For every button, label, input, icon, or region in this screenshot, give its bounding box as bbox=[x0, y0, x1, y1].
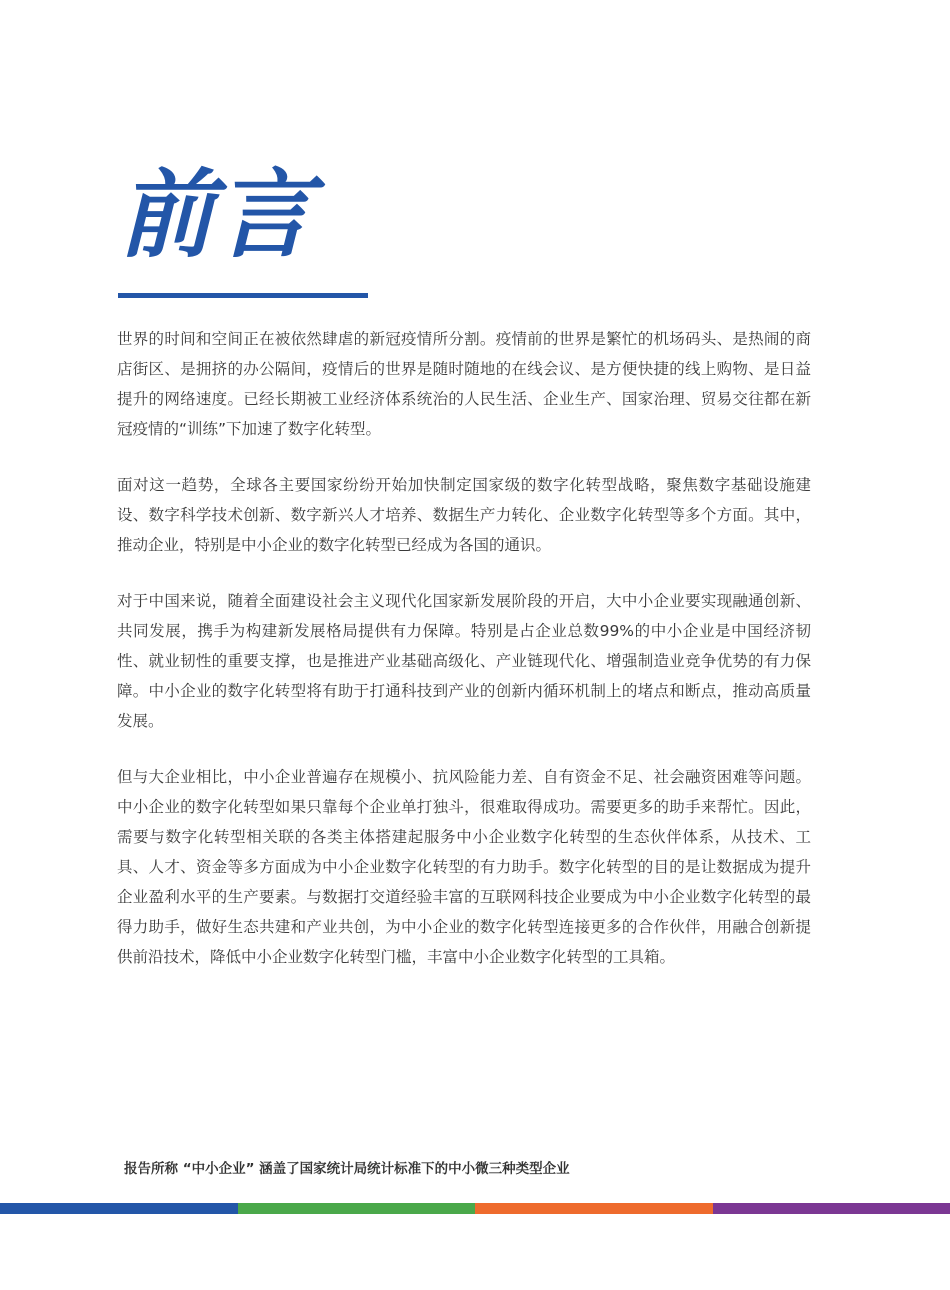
paragraph-1: 世界的时间和空间正在被依然肆虐的新冠疫情所分割。疫情前的世界是繁忙的机场码头、是热闹的商店街区、是拥挤的办公隔间，疫情后的世界是随时随地的在线会议、是方便快捷的线上购物、是日益提升的网络速度。已经长期被工业经济体系统治的人民生活、企业生产、国家治理、贸易交往都在新冠疫情的“训练”下加速了数字化转型。 bbox=[117, 330, 811, 438]
color-bar-orange bbox=[475, 1203, 713, 1214]
footnote: 报告所称 “中小企业” 涵盖了国家统计局统计标准下的中小微三种类型企业 bbox=[124, 1161, 570, 1177]
color-bar bbox=[0, 1203, 950, 1214]
body-text bbox=[117, 324, 811, 998]
paragraph-3: 对于中国来说，随着全面建设社会主义现代化国家新发展阶段的开启，大中小企业要实现融通创新、共同发展，携手为构建新发展格局提供有力保障。特别是占企业总数99%的中小企业是中国经济韧性、就业韧性的重要支撑，也是推进产业基础高级化、产业链现代化、增强制造业竞争优势的有力保障。中小企业的数字化转型将有助于打通科技到产业的创新内循环机制上的堵点和断点，推动高质量发展。 bbox=[117, 592, 811, 730]
paragraph-2: 面对这一趋势，全球各主要国家纷纷开始加快制定国家级的数字化转型战略，聚焦数字基础设施建设、数字科学技术创新、数字新兴人才培养、数据生产力转化、企业数字化转型等多个方面。其中，推动企业，特别是中小企业的数字化转型已经成为各国的通识。 bbox=[117, 476, 811, 554]
paragraph-4: 但与大企业相比，中小企业普遍存在规模小、抗风险能力差、自有资金不足、社会融资困难等问题。中小企业的数字化转型如果只靠每个企业单打独斗，很难取得成功。需要更多的助手来帮忙。因此，需要与数字化转型相关联的各类主体搭建起服务中小企业数字化转型的生态伙伴体系，从技术、工具、人才、资金等多方面成为中小企业数字化转型的有力助手。数字化转型的目的是让数据成为提升企业盈利水平的生产要素。与数据打交道经验丰富的互联网科技企业要成为中小企业数字化转型的最得力助手，做好生态共建和产业共创，为中小企业的数字化转型连接更多的合作伙伴，用融合创新提供前沿技术，降低中小企业数字化转型门槛，丰富中小企业数字化转型的工具箱。 bbox=[117, 768, 811, 966]
color-bar-purple bbox=[713, 1203, 950, 1214]
title-underline bbox=[118, 293, 368, 298]
color-bar-green bbox=[238, 1203, 476, 1214]
page-title: 前言 bbox=[118, 159, 314, 271]
color-bar-blue bbox=[0, 1203, 238, 1214]
